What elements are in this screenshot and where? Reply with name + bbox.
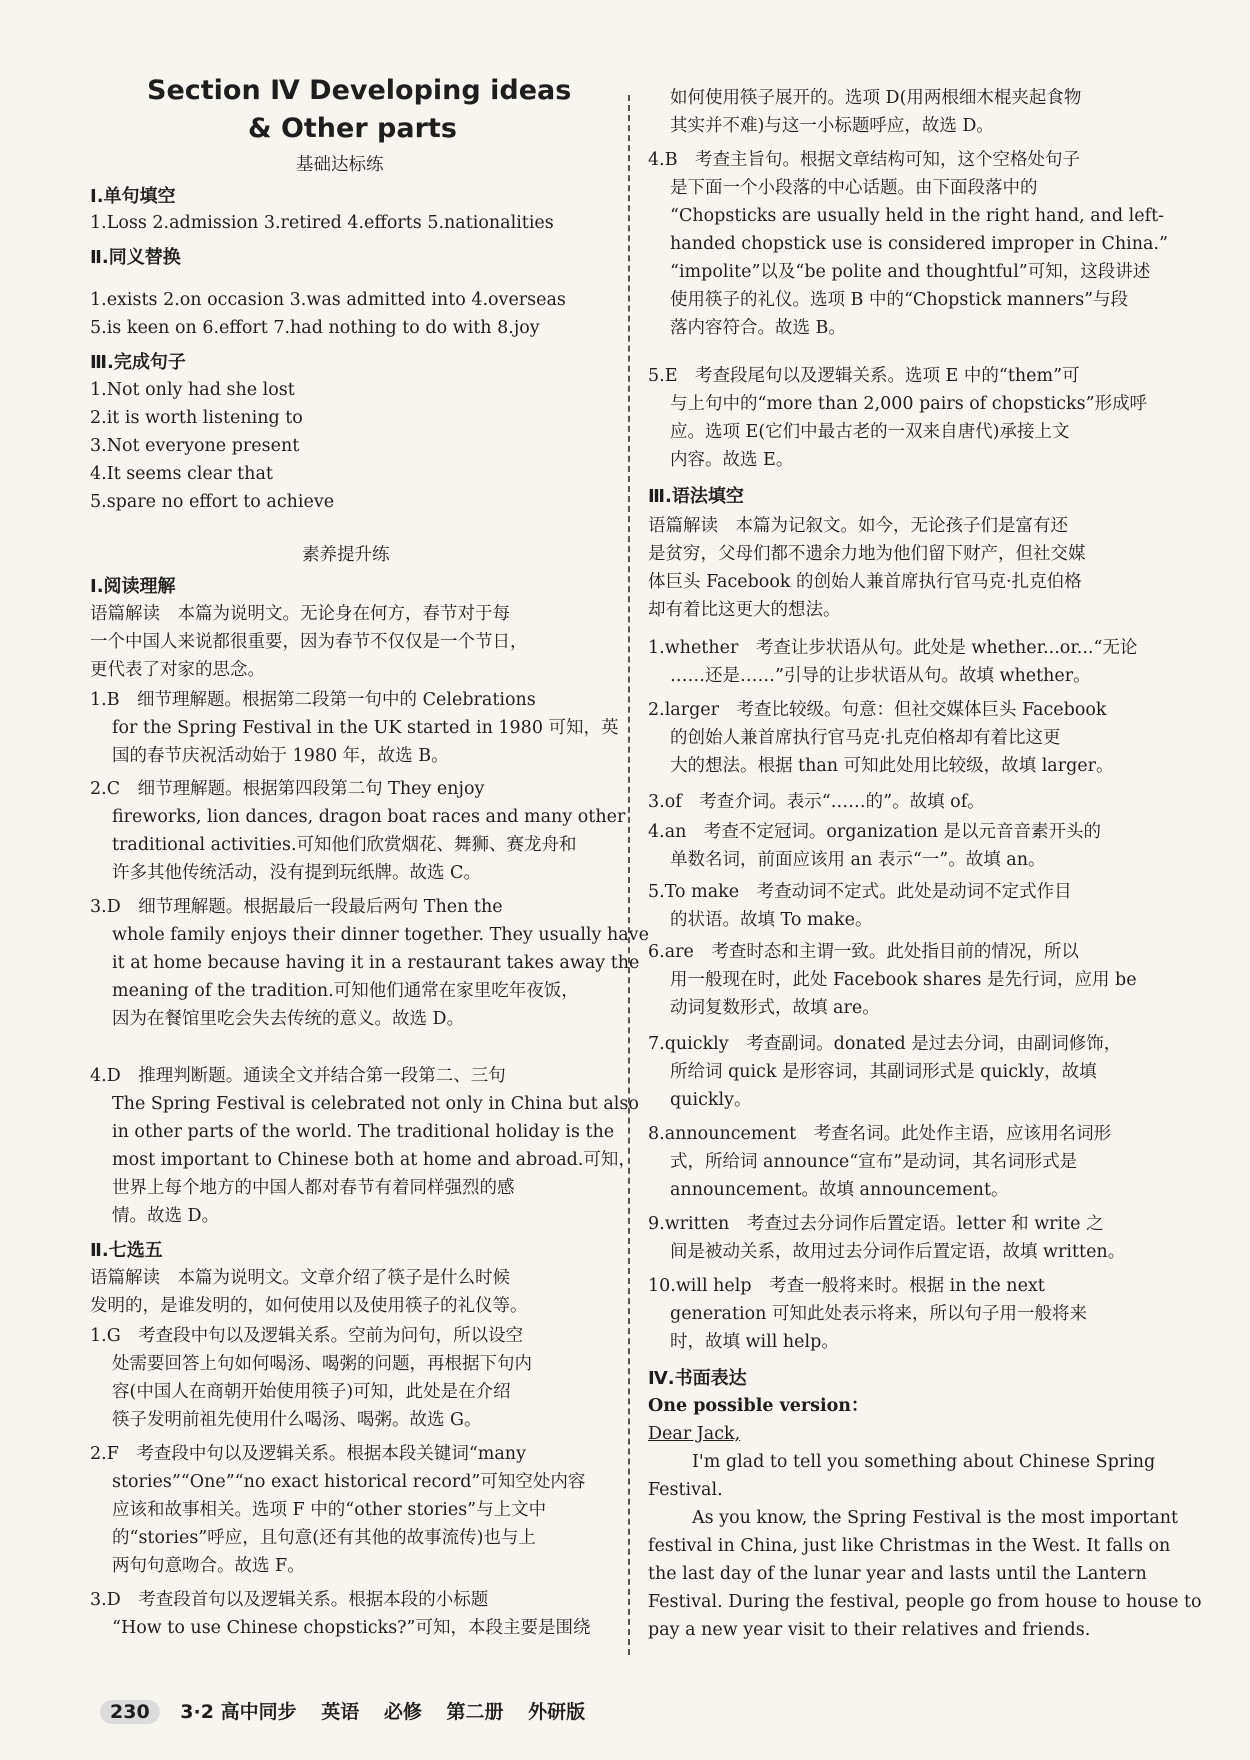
text-line: 应。选项 E(它们中最古老的一双来自唐代)承接上文 xyxy=(670,422,1070,442)
text-line: 语篇解读 本篇为记叙文。如今，无论孩子们是富有还 xyxy=(648,516,1068,536)
column-divider xyxy=(628,95,630,1655)
text-line: 如何使用筷子展开的。选项 D(用两根细木棍夹起食物 xyxy=(670,88,1082,108)
answer-line: 5.is keen on 6.effort 7.had nothing to do with 8.joy xyxy=(90,318,540,338)
letter-line: Festival. During the festival, people go from house to house to xyxy=(648,1592,1202,1612)
text-line: 时，故填 will help。 xyxy=(670,1332,839,1352)
book-name: 第二册 xyxy=(446,1701,504,1723)
page-footer xyxy=(100,1697,585,1724)
text-line: 1.G 考查段中句以及逻辑关系。空前为问句，所以设空 xyxy=(90,1326,524,1346)
letter-line: festival in China, just like Christmas in the West. It falls on xyxy=(648,1536,1171,1556)
text-line: 两句句意吻合。故选 F。 xyxy=(112,1556,305,1576)
text-line: handed chopstick use is considered improper in China.” xyxy=(670,234,1168,254)
text-line: 大的想法。根据 than 可知此处用比较级，故填 larger。 xyxy=(670,756,1114,776)
text-line: 更代表了对家的思念。 xyxy=(90,660,265,680)
text-line: 语篇解读 本篇为说明文。文章介绍了筷子是什么时候 xyxy=(90,1268,510,1288)
text-line: 用一般现在时，此处 Facebook shares 是先行词，应用 be xyxy=(670,970,1137,990)
text-line: ……还是……”引导的让步状语从句。故填 whether。 xyxy=(670,666,1091,686)
text-line: The Spring Festival is celebrated not only in China but also xyxy=(112,1094,639,1114)
answer-line: 4.It seems clear that xyxy=(90,464,273,484)
text-line: 与上句中的“more than 2,000 pairs of chopsticks”形成呼 xyxy=(670,394,1148,414)
answer-line: 2.it is worth listening to xyxy=(90,408,303,428)
version-label: One possible version： xyxy=(648,1396,869,1416)
text-line: 应该和故事相关。选项 F 中的“other stories”与上文中 xyxy=(112,1500,547,1520)
letter-salutation: Dear Jack, xyxy=(648,1424,741,1444)
text-line: “impolite”以及“be polite and thoughtful”可知，这段讲述 xyxy=(670,262,1151,282)
text-line: 是下面一个小段落的中心话题。由下面段落中的 xyxy=(670,178,1038,198)
text-line: for the Spring Festival in the UK started in 1980 可知，英 xyxy=(112,718,619,738)
text-line: whole family enjoys their dinner together. They usually have xyxy=(112,925,649,945)
heading-reading: Ⅰ.阅读理解 xyxy=(90,576,176,597)
letter-line: the last day of the lunar year and lasts until the Lantern xyxy=(648,1564,1147,1584)
heading-writing: Ⅳ.书面表达 xyxy=(648,1368,747,1389)
letter-line: As you know, the Spring Festival is the most important xyxy=(692,1508,1179,1528)
text-line: 单数名词，前面应该用 an 表示“一”。故填 an。 xyxy=(670,850,1046,870)
heading-synonym: Ⅱ.同义替换 xyxy=(90,247,181,268)
text-line: 是贫穷，父母们都不遗余力地为他们留下财产，但社交媒 xyxy=(648,544,1086,564)
text-line: announcement。故填 announcement。 xyxy=(670,1180,1009,1200)
text-line: 间是被动关系，故用过去分词作后置定语，故填 written。 xyxy=(670,1242,1126,1262)
text-line: 许多其他传统活动，没有提到玩纸牌。故选 C。 xyxy=(112,863,481,883)
text-line: 的“stories”呼应，且句意(还有其他的故事流传)也与上 xyxy=(112,1528,536,1548)
text-line: 却有着比这更大的想法。 xyxy=(648,600,841,620)
heading-single-blank: Ⅰ.单句填空 xyxy=(90,186,176,207)
text-line: 1.B 细节理解题。根据第二段第一句中的 Celebrations xyxy=(90,690,536,710)
section-title: Section Ⅳ Developing ideas xyxy=(147,75,572,106)
text-line: in other parts of the world. The traditional holiday is the xyxy=(112,1122,615,1142)
text-line: 世界上每个地方的中国人都对春节有着同样强烈的感 xyxy=(112,1178,515,1198)
text-line: 式，所给词 announce“宣布”是动词，其名词形式是 xyxy=(670,1152,1078,1172)
text-line: 4.an 考查不定冠词。organization 是以元音音素开头的 xyxy=(648,822,1101,842)
text-line: 情。故选 D。 xyxy=(112,1206,220,1226)
text-line: “How to use Chinese chopsticks?”可知，本段主要是围绕 xyxy=(112,1618,591,1638)
text-line: 6.are 考查时态和主谓一致。此处指目前的情况，所以 xyxy=(648,942,1079,962)
answer-line: 1.Loss 2.admission 3.retired 4.efforts 5.nationalities xyxy=(90,213,554,233)
text-line: 所给词 quick 是形容词，其副词形式是 quickly，故填 xyxy=(670,1062,1097,1082)
text-line: 体巨头 Facebook 的创始人兼首席执行官马克·扎克伯格 xyxy=(648,572,1082,592)
heading-seven-choose-five: Ⅱ.七选五 xyxy=(90,1240,163,1261)
answer-line: 1.Not only had she lost xyxy=(90,380,295,400)
text-line: 一个中国人来说都很重要，因为春节不仅仅是一个节日， xyxy=(90,632,528,652)
answer-line: 5.spare no effort to achieve xyxy=(90,492,335,512)
subtitle-advanced: 素养提升练 xyxy=(302,545,390,565)
edition-name: 外研版 xyxy=(528,1701,586,1723)
text-line: 其实并不难)与这一小标题呼应，故选 D。 xyxy=(670,116,994,136)
text-line: fireworks, lion dances, dragon boat races and many other xyxy=(112,807,626,827)
text-line: 4.B 考查主旨句。根据文章结构可知，这个空格处句子 xyxy=(648,150,1081,170)
text-line: 8.announcement 考查名词。此处作主语，应该用名词形 xyxy=(648,1124,1112,1144)
heading-grammar: Ⅲ.语法填空 xyxy=(648,486,744,507)
text-line: meaning of the tradition.可知他们通常在家里吃年夜饭， xyxy=(112,981,579,1001)
text-line: 处需要回答上句如何喝汤、喝粥的问题，再根据下句内 xyxy=(112,1354,532,1374)
text-line: it at home because having it in a restaurant takes away the xyxy=(112,953,640,973)
text-line: 5.E 考查段尾句以及逻辑关系。选项 E 中的“them”可 xyxy=(648,366,1080,386)
letter-line: I'm glad to tell you something about Chinese Spring xyxy=(692,1452,1156,1472)
text-line: 的状语。故填 To make。 xyxy=(670,910,873,930)
letter-line: Festival. xyxy=(648,1480,723,1500)
text-line: 2.larger 考查比较级。句意：但社交媒体巨头 Facebook xyxy=(648,700,1107,720)
page-number: 230 xyxy=(100,1700,160,1724)
text-line: quickly。 xyxy=(670,1090,752,1110)
text-line: 3.D 细节理解题。根据最后一段最后两句 Then the xyxy=(90,897,503,917)
text-line: 10.will help 考查一般将来时。根据 in the next xyxy=(648,1276,1045,1296)
letter-line: pay a new year visit to their relatives and friends. xyxy=(648,1620,1091,1640)
text-line: 3.of 考查介词。表示“……的”。故填 of。 xyxy=(648,792,985,812)
text-line: 发明的，是谁发明的，如何使用以及使用筷子的礼仪等。 xyxy=(90,1296,528,1316)
text-line: 2.C 细节理解题。根据第四段第二句 They enjoy xyxy=(90,779,485,799)
series-name: 3·2 高中同步 xyxy=(180,1701,297,1723)
text-line: 5.To make 考查动词不定式。此处是动词不定式作目 xyxy=(648,882,1072,902)
text-line: traditional activities.可知他们欣赏烟花、舞狮、赛龙舟和 xyxy=(112,835,577,855)
text-line: 落内容符合。故选 B。 xyxy=(670,318,846,338)
section-title-line2: & Other parts xyxy=(248,113,457,144)
text-line: 4.D 推理判断题。通读全文并结合第一段第二、三句 xyxy=(90,1066,506,1086)
text-line: stories”“One”“no exact historical record”可知空处内容 xyxy=(112,1472,586,1492)
text-line: generation 可知此处表示将来，所以句子用一般将来 xyxy=(670,1304,1087,1324)
answer-line: 3.Not everyone present xyxy=(90,436,300,456)
text-line: 因为在餐馆里吃会失去传统的意义。故选 D。 xyxy=(112,1009,465,1029)
text-line: 内容。故选 E。 xyxy=(670,450,794,470)
text-line: 使用筷子的礼仪。选项 B 中的“Chopstick manners”与段 xyxy=(670,290,1129,310)
text-line: 动词复数形式，故填 are。 xyxy=(670,998,880,1018)
subtitle-basic: 基础达标练 xyxy=(296,155,384,175)
text-line: most important to Chinese both at home and abroad.可知， xyxy=(112,1150,636,1170)
text-line: 容(中国人在商朝开始使用筷子)可知，此处是在介绍 xyxy=(112,1382,511,1402)
volume-name: 必修 xyxy=(383,1701,422,1723)
text-line: 7.quickly 考查副词。donated 是过去分词，由副词修饰， xyxy=(648,1034,1122,1054)
text-line: 1.whether 考查让步状语从句。此处是 whether...or...“无论 xyxy=(648,638,1138,658)
heading-complete-sentences: Ⅲ.完成句子 xyxy=(90,352,186,373)
text-line: 9.written 考查过去分词作后置定语。letter 和 write 之 xyxy=(648,1214,1104,1234)
text-line: “Chopsticks are usually held in the right hand, and left- xyxy=(670,206,1165,226)
text-line: 筷子发明前祖先使用什么喝汤、喝粥。故选 G。 xyxy=(112,1410,482,1430)
text-line: 国的春节庆祝活动始于 1980 年，故选 B。 xyxy=(112,746,449,766)
text-line: 3.D 考查段首句以及逻辑关系。根据本段的小标题 xyxy=(90,1590,489,1610)
text-line: 语篇解读 本篇为说明文。无论身在何方，春节对于每 xyxy=(90,604,510,624)
answer-line: 1.exists 2.on occasion 3.was admitted into 4.overseas xyxy=(90,290,566,310)
text-line: 2.F 考查段中句以及逻辑关系。根据本段关键词“many xyxy=(90,1444,526,1464)
text-line: 的创始人兼首席执行官马克·扎克伯格却有着比这更 xyxy=(670,728,1061,748)
subject-name: 英语 xyxy=(321,1701,360,1723)
